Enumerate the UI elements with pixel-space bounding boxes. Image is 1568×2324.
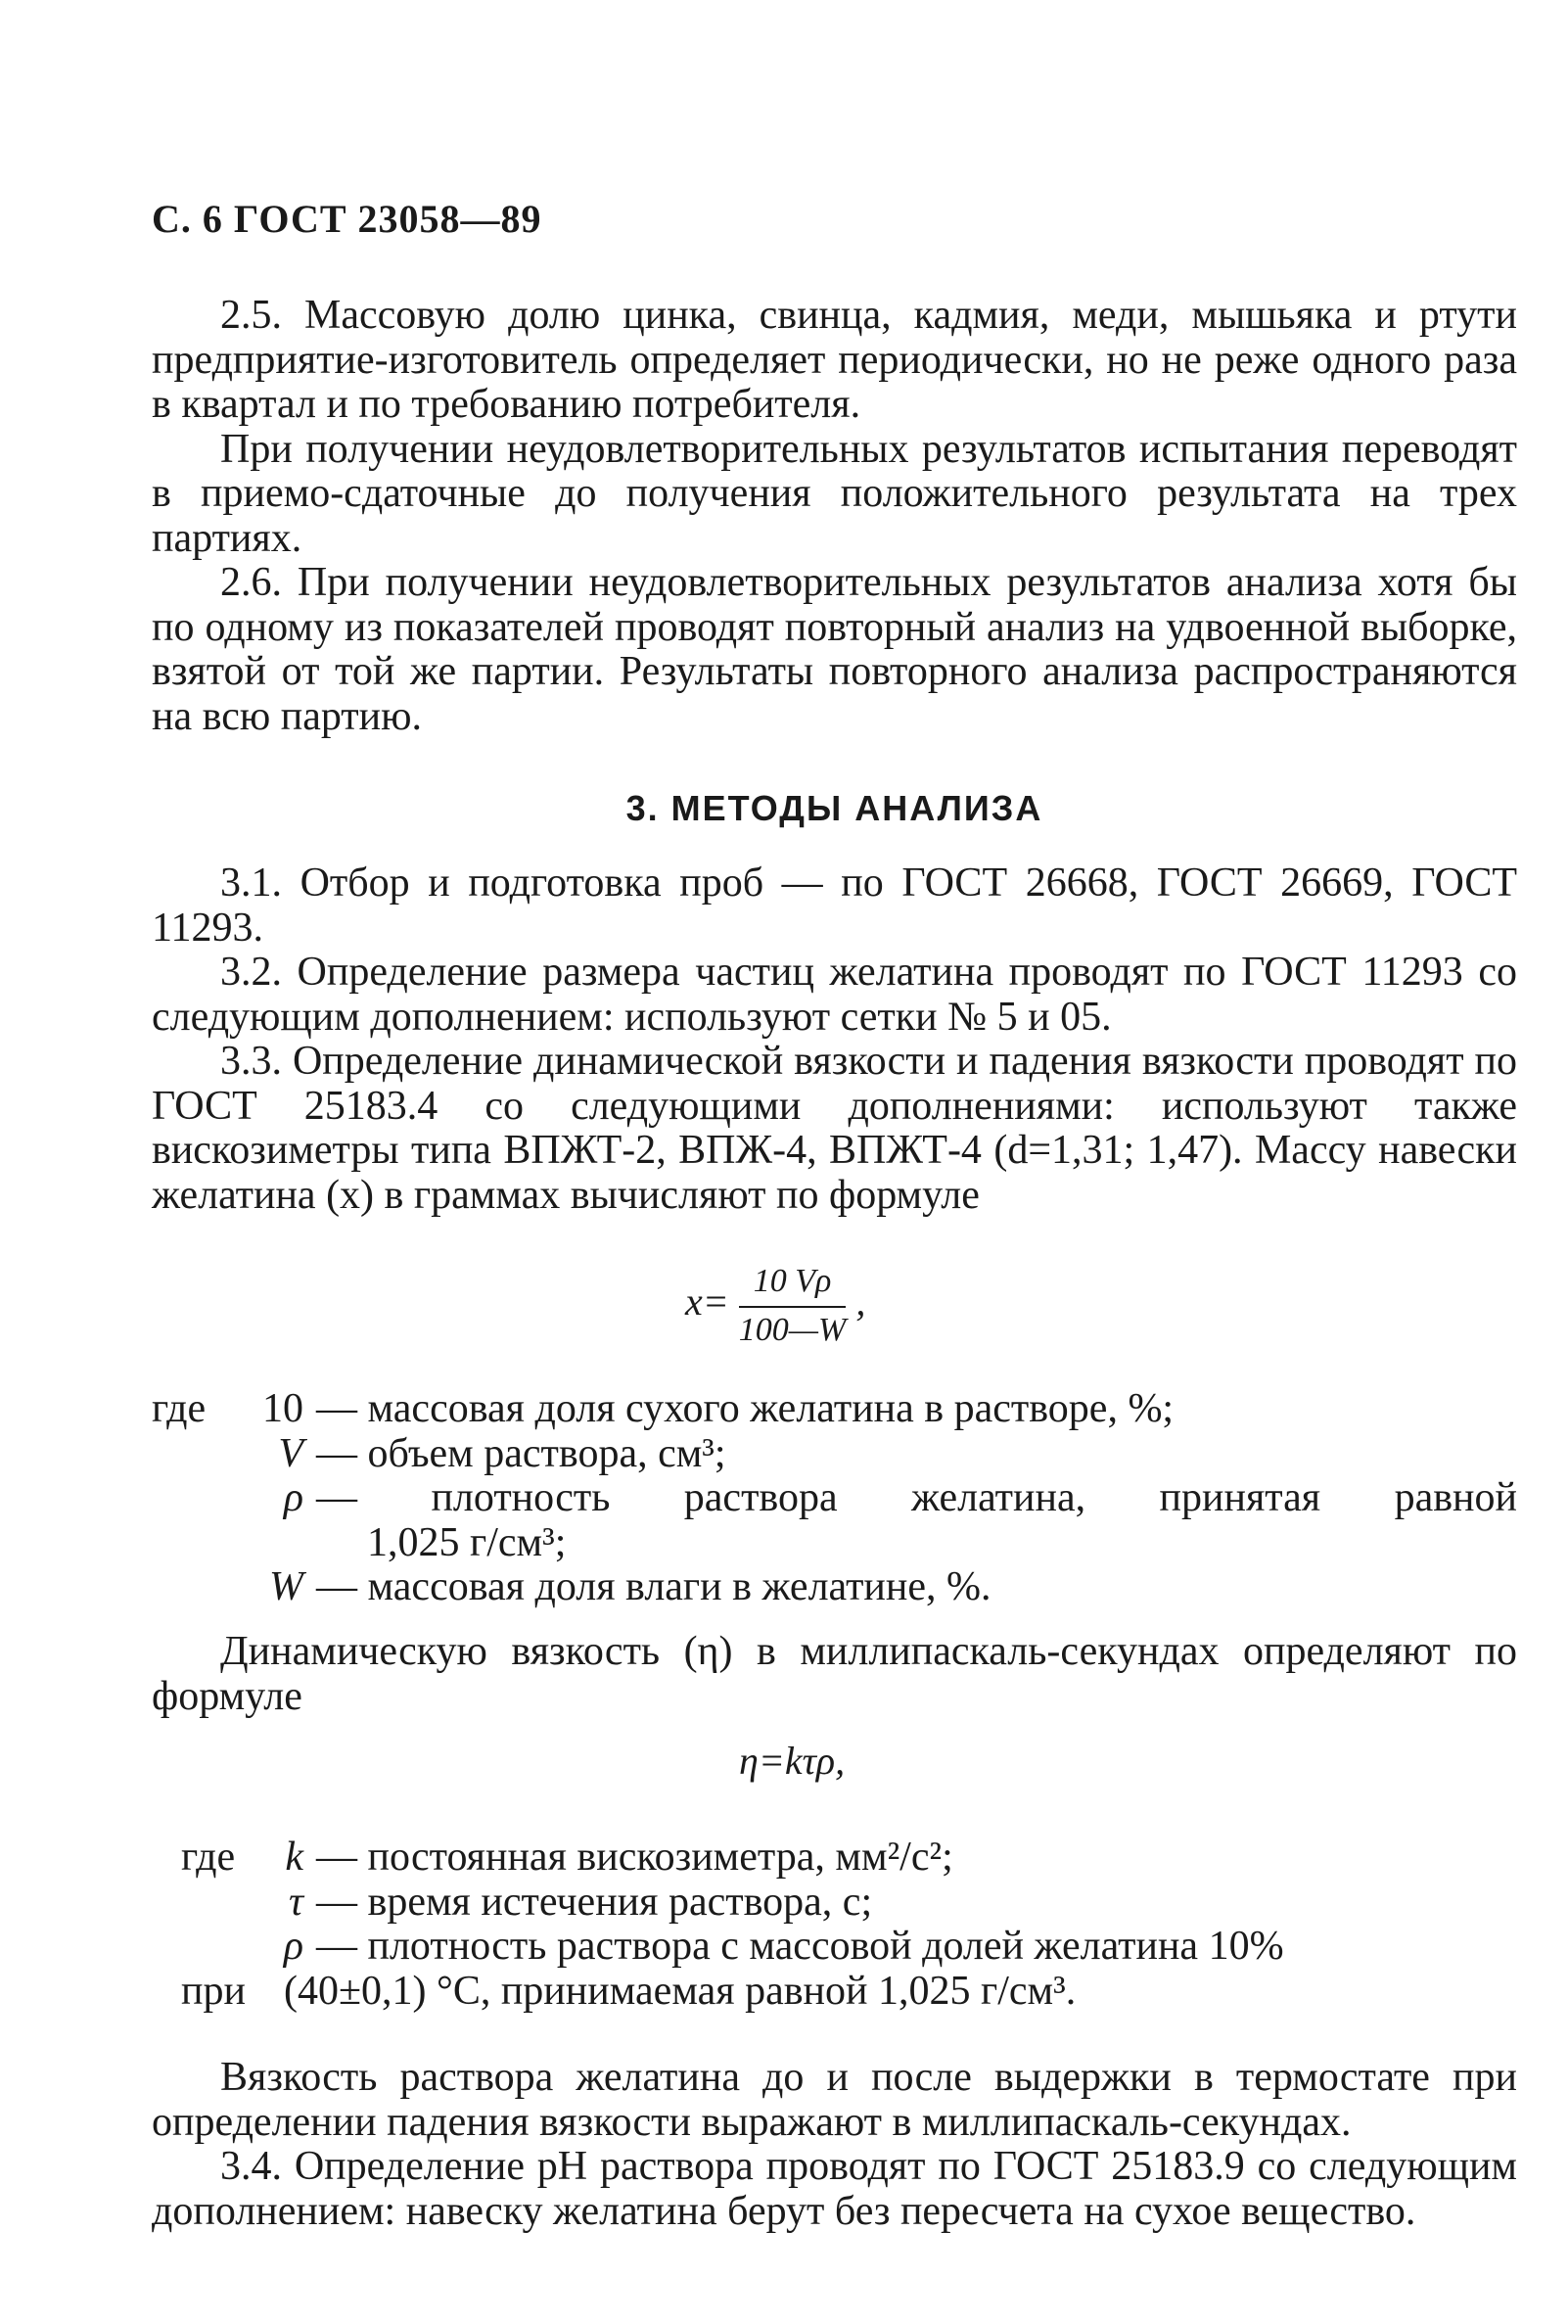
legend-viscosity [152,1836,1517,2014]
formula-mass-tail: , [855,1279,866,1325]
legend-row [152,1387,1517,1432]
section-2-text [152,294,1517,739]
paragraph-viscosity: Динамическую вязкость (η) в миллипаскаль-секундах определяют по формуле [152,1629,1517,1719]
legend-text: — плотность раствора желатина, принятая равной [316,1475,1517,1520]
section-3-text [152,861,1517,1218]
paragraph-2-5-note: При получении неудовлетворительных результатов испытания переводят в приемо-сдаточные до получения положительного результата на трех партиях. [152,426,1517,561]
formula-mass-fraction [739,1263,847,1349]
legend-symbol: ρ [283,1924,303,1969]
legend-text: (40±0,1) °С, принимаемая равной 1,025 г/см³. [284,1968,1077,2014]
paragraph-thermostat: Вязкость раствора желатина до и после выдержки в термостате при определении падения вязкости выражают в миллипаскаль-секундах. [152,2055,1517,2145]
closing-text [152,2056,1517,2234]
paragraph-2-5: 2.5. Массовую долю цинка, свинца, кадмия, меди, мышьяка и ртути предприятие-изготовитель определяет периодически, но не реже одного раза в квартал и по требованию потребителя. [152,293,1517,427]
page-header: С. 6 ГОСТ 23058—89 [152,197,542,241]
legend-row [152,1476,1517,1521]
legend-symbol: W [269,1564,303,1609]
paragraph-2-6: 2.6. При получении неудовлетворительных результатов анализа хотя бы по одному из показателей проводят повторный анализ на удвоенной выборке, взятой от той же партии. Результаты повторного анализа распространяются на всю партию. [152,560,1517,739]
legend-row [152,1432,1517,1477]
legend-symbol: τ [288,1879,303,1925]
formula-mass [685,1263,865,1349]
legend-row [152,1836,1517,1881]
legend-row [152,1521,1517,1566]
paragraph-3-4: 3.4. Определение pH раствора проводят по ГОСТ 25183.9 со следующим дополнением: навеску желатина берут без пересчета на сухое вещество. [152,2144,1517,2234]
formula-mass-numerator: 10 Vρ [739,1263,847,1308]
formula-mass-denominator: 100—W [738,1312,847,1348]
legend-text: — постоянная вискозиметра, мм²/с²; [316,1835,953,1880]
legend-row [152,1565,1517,1610]
formula-mass-lhs: x= [685,1279,729,1325]
legend-text: — массовая доля влаги в желатине, %. [316,1564,992,1609]
section-3-title: 3. МЕТОДЫ АНАЛИЗА [625,788,1043,828]
legend-symbol: V [278,1430,303,1476]
legend-mass [152,1387,1517,1610]
legend-row [152,1925,1517,1970]
paragraph-3-1: 3.1. Отбор и подготовка проб — по ГОСТ 26668, ГОСТ 26669, ГОСТ 11293. [152,860,1517,951]
legend-prefix: где [181,1835,236,1880]
legend-text: — объем раствора, см³; [316,1430,726,1476]
paragraph-3-2: 3.2. Определение размера частиц желатина проводят по ГОСТ 11293 со следующим дополнением: используют сетки № 5 и 05. [152,950,1517,1040]
viscosity-text [152,1630,1517,1719]
legend-prefix: при [181,1968,246,2014]
legend-text: — массовая доля сухого желатина в растворе, %; [316,1386,1175,1431]
legend-symbol: 10 [262,1386,303,1431]
legend-text: — плотность раствора с массовой долей желатина 10% [316,1924,1284,1969]
legend-text: — время истечения раствора, с; [316,1879,873,1925]
legend-row [152,1970,1517,2015]
legend-prefix: где [152,1386,207,1431]
legend-symbol: ρ [283,1475,303,1520]
legend-symbol: k [285,1835,303,1880]
legend-text: 1,025 г/см³; [367,1519,567,1565]
legend-row [152,1881,1517,1926]
formula-viscosity: η=kτρ, [739,1739,846,1783]
paragraph-3-3: 3.3. Определение динамической вязкости и падения вязкости проводят по ГОСТ 25183.4 со следующими дополнениями: используют также вискозиметры типа ВПЖТ-2, ВПЖ-4, ВПЖТ-4 (d=1,31; 1,47). Массу навески желатина (x) в граммах вычисляют по формуле [152,1039,1517,1218]
